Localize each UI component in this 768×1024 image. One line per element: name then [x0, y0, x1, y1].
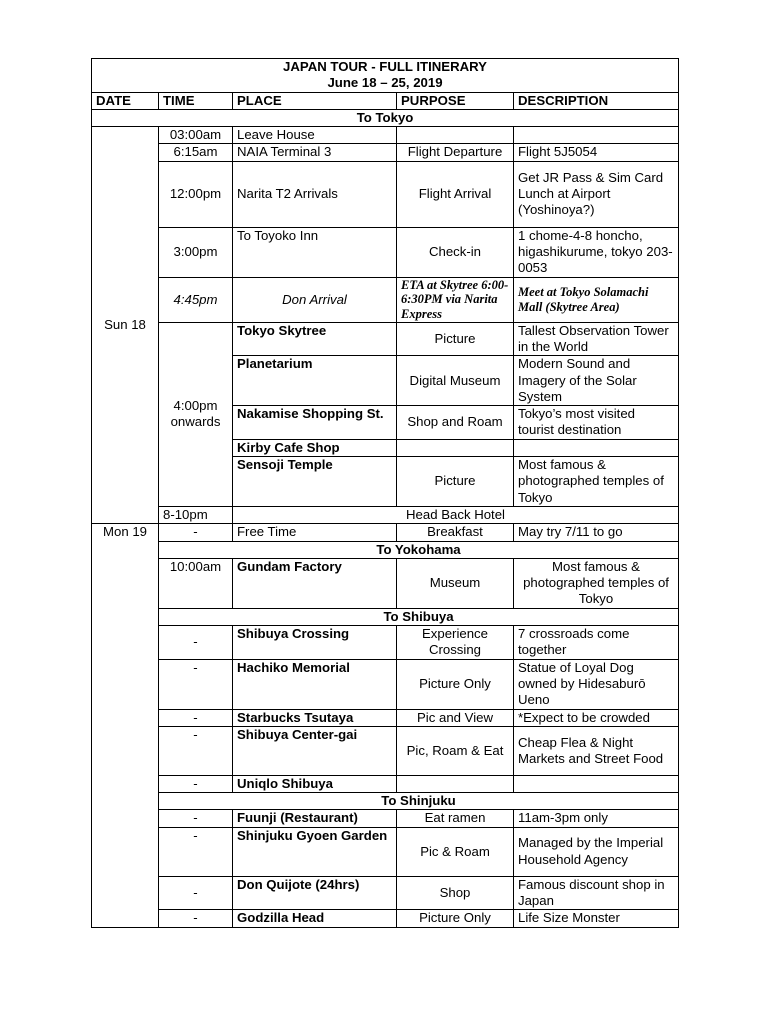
place-cell: Uniqlo Shibuya [233, 775, 397, 792]
table-row [92, 277, 679, 322]
section-to-yokohama: To Yokohama [159, 541, 679, 558]
description-cell: Get JR Pass & Sim Card Lunch at Airport (Yoshinoya?) [514, 161, 679, 227]
time-cell: - [159, 876, 233, 910]
description-cell: 7 crossroads come together [514, 626, 679, 660]
section-row [92, 793, 679, 810]
section-to-tokyo: To Tokyo [92, 109, 679, 126]
date-mon-19: Mon 19 [92, 524, 159, 927]
description-cell: Modern Sound and Imagery of the Solar System [514, 356, 679, 406]
purpose-cell: Picture [397, 322, 514, 356]
place-cell: Kirby Cafe Shop [233, 439, 397, 456]
purpose-cell: Pic, Roam & Eat [397, 726, 514, 775]
place-cell: Narita T2 Arrivals [233, 161, 397, 227]
purpose-cell: Flight Departure [397, 144, 514, 161]
table-row [92, 775, 679, 792]
table-row [92, 506, 679, 523]
purpose-cell: Pic & Roam [397, 827, 514, 876]
time-cell: - [159, 775, 233, 792]
section-to-shinjuku: To Shinjuku [159, 793, 679, 810]
header-row [92, 92, 679, 109]
table-row [92, 626, 679, 660]
description-cell: Tallest Observation Tower in the World [514, 322, 679, 356]
place-cell: Gundam Factory [233, 558, 397, 608]
title-row [92, 59, 679, 93]
time-cell: 3:00pm [159, 227, 233, 277]
description-cell [514, 439, 679, 456]
document-title [92, 59, 679, 93]
description-cell: Most famous & photographed temples of Tokyo [514, 558, 679, 608]
section-row [92, 109, 679, 126]
table-row [92, 322, 679, 356]
time-cell: 10:00am [159, 558, 233, 608]
time-cell-onwards: 4:00pm onwards [159, 322, 233, 506]
time-cell: 03:00am [159, 127, 233, 144]
table-row [92, 910, 679, 927]
description-cell [514, 127, 679, 144]
description-cell: *Expect to be crowded [514, 709, 679, 726]
time-cell: 12:00pm [159, 161, 233, 227]
purpose-cell: Shop and Roam [397, 406, 514, 440]
time-cell: - [159, 910, 233, 927]
place-cell: Shibuya Crossing [233, 626, 397, 660]
place-cell: Leave House [233, 127, 397, 144]
table-row [92, 524, 679, 541]
place-cell: Tokyo Skytree [233, 322, 397, 356]
purpose-cell [397, 775, 514, 792]
place-cell: Sensoji Temple [233, 457, 397, 507]
purpose-cell: Check-in [397, 227, 514, 277]
time-cell: 8-10pm [159, 506, 233, 523]
description-cell: 11am-3pm only [514, 810, 679, 827]
time-cell: - [159, 810, 233, 827]
purpose-cell: Eat ramen [397, 810, 514, 827]
purpose-cell: Picture Only [397, 659, 514, 709]
table-row [92, 827, 679, 876]
purpose-cell: Pic and View [397, 709, 514, 726]
table-row [92, 227, 679, 277]
purpose-cell: Museum [397, 558, 514, 608]
table-row [92, 659, 679, 709]
description-cell [514, 775, 679, 792]
place-cell: Fuunji (Restaurant) [233, 810, 397, 827]
description-cell: Statue of Loyal Dog owned by Hidesaburō Ueno [514, 659, 679, 709]
purpose-cell: ETA at Skytree 6:00-6:30PM via Narita Express [397, 277, 514, 322]
table-row [92, 127, 679, 144]
place-cell: Godzilla Head [233, 910, 397, 927]
purpose-cell: Picture Only [397, 910, 514, 927]
description-cell: Flight 5J5054 [514, 144, 679, 161]
purpose-cell: Picture [397, 457, 514, 507]
description-cell: May try 7/11 to go [514, 524, 679, 541]
table-row [92, 709, 679, 726]
description-cell: Life Size Monster [514, 910, 679, 927]
purpose-cell: Experience Crossing [397, 626, 514, 660]
place-cell: Planetarium [233, 356, 397, 406]
header-time: TIME [159, 92, 233, 109]
header-date: DATE [92, 92, 159, 109]
description-cell: Cheap Flea & Night Markets and Street Food [514, 726, 679, 775]
place-cell: Starbucks Tsutaya [233, 709, 397, 726]
place-cell: Don Arrival [233, 277, 397, 322]
time-cell: 6:15am [159, 144, 233, 161]
table-row [92, 876, 679, 910]
purpose-cell [397, 127, 514, 144]
section-to-shibuya: To Shibuya [159, 608, 679, 625]
description-cell: Meet at Tokyo Solamachi Mall (Skytree Area) [514, 277, 679, 322]
description-cell: Managed by the Imperial Household Agency [514, 827, 679, 876]
subtitle-text: June 18 – 25, 2019 [327, 75, 443, 91]
description-cell: 1 chome-4-8 honcho, higashikurume, tokyo 203-0053 [514, 227, 679, 277]
place-cell: Nakamise Shopping St. [233, 406, 397, 440]
header-purpose: PURPOSE [397, 92, 514, 109]
description-cell: Famous discount shop in Japan [514, 876, 679, 910]
purpose-cell: Breakfast [397, 524, 514, 541]
table-row [92, 726, 679, 775]
section-row [92, 541, 679, 558]
purpose-cell: Flight Arrival [397, 161, 514, 227]
merged-note-cell: Head Back Hotel [233, 506, 679, 523]
title-text: JAPAN TOUR - FULL ITINERARY [283, 59, 487, 74]
place-cell: Hachiko Memorial [233, 659, 397, 709]
place-cell: NAIA Terminal 3 [233, 144, 397, 161]
time-cell: - [159, 709, 233, 726]
table-row [92, 144, 679, 161]
table-row [92, 558, 679, 608]
time-cell: - [159, 827, 233, 876]
header-description: DESCRIPTION [514, 92, 679, 109]
place-cell: Don Quijote (24hrs) [233, 876, 397, 910]
description-cell: Tokyo’s most visited tourist destination [514, 406, 679, 440]
table-row [92, 810, 679, 827]
time-cell: 4:45pm [159, 277, 233, 322]
place-cell: Shinjuku Gyoen Garden [233, 827, 397, 876]
time-cell: - [159, 524, 233, 541]
purpose-cell [397, 439, 514, 456]
time-cell: - [159, 726, 233, 775]
section-row [92, 608, 679, 625]
purpose-cell: Digital Museum [397, 356, 514, 406]
date-sun-18: Sun 18 [92, 127, 159, 524]
table-row [92, 161, 679, 227]
itinerary-table [91, 58, 679, 928]
place-cell: To Toyoko Inn [233, 227, 397, 277]
description-cell: Most famous & photographed temples of Tokyo [514, 457, 679, 507]
place-cell: Shibuya Center-gai [233, 726, 397, 775]
purpose-cell: Shop [397, 876, 514, 910]
time-cell: - [159, 659, 233, 709]
place-cell: Free Time [233, 524, 397, 541]
time-cell: - [159, 626, 233, 660]
header-place: PLACE [233, 92, 397, 109]
